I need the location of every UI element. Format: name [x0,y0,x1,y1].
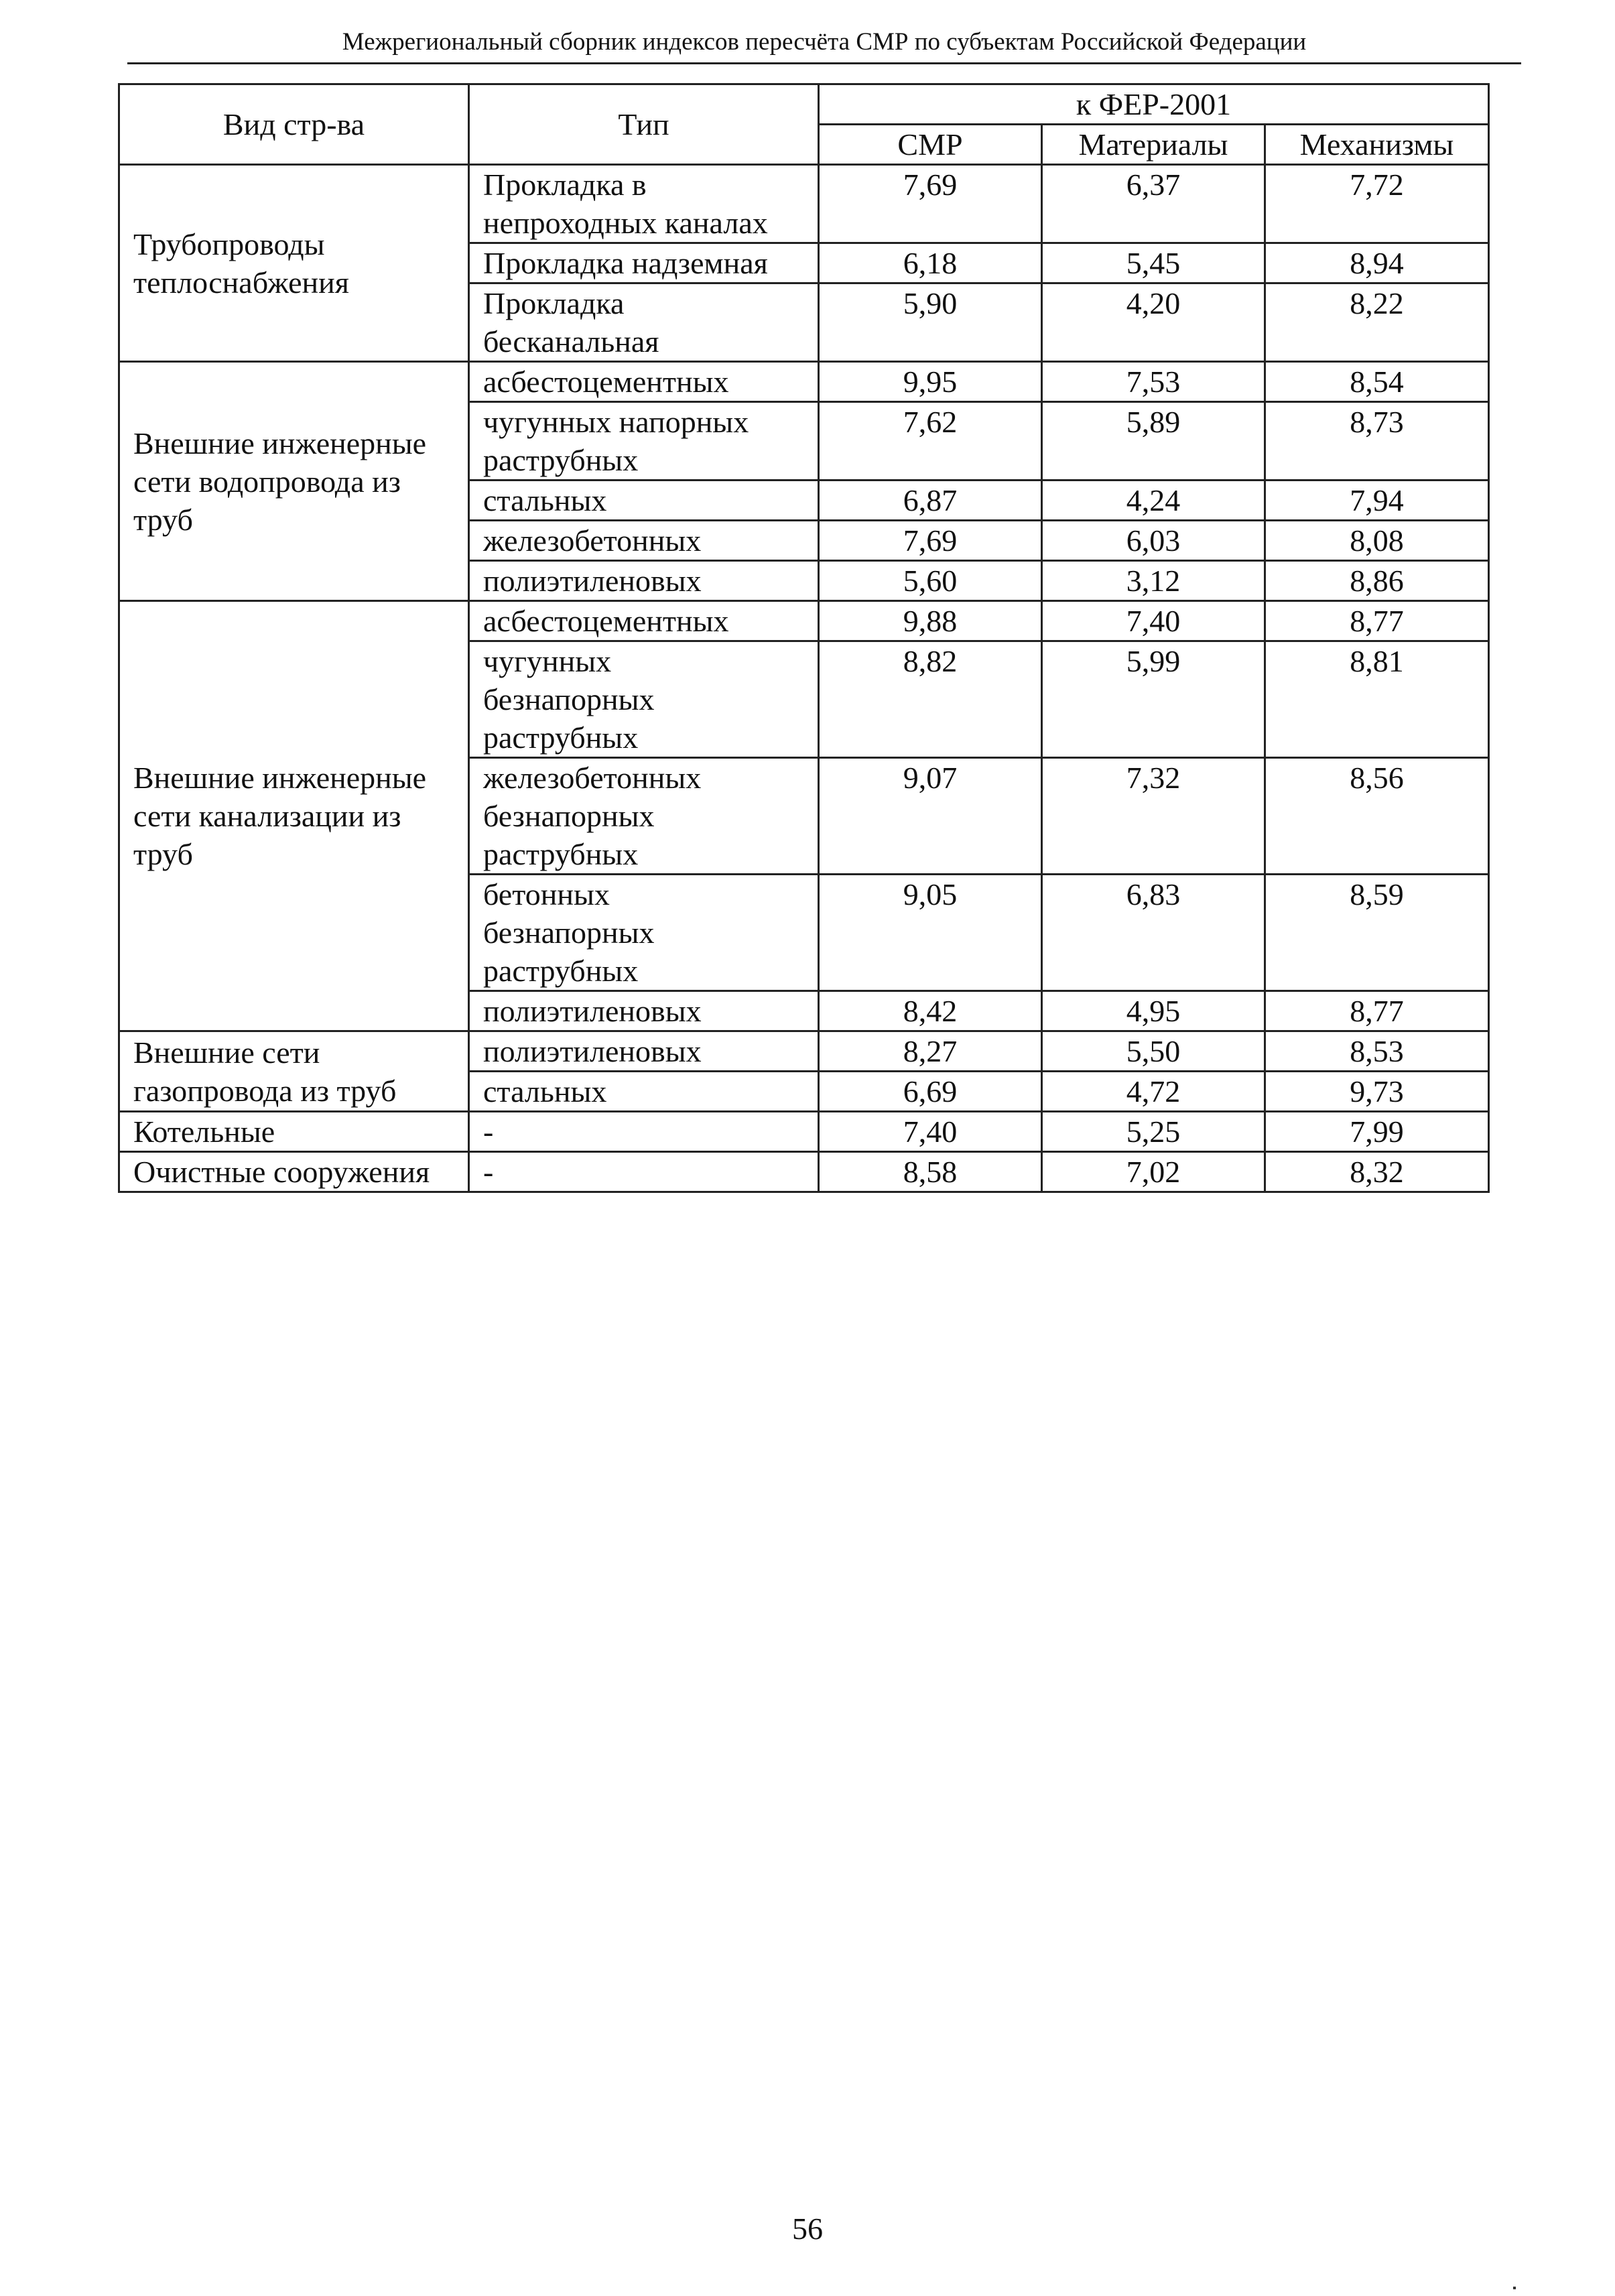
machines-value-cell: 8,54 [1265,362,1489,402]
table-row [119,1031,1489,1072]
construction-kind-cell [119,165,469,362]
type-cell [469,165,819,243]
type-line: стальных [483,1074,607,1108]
type-line: непроходных каналах [483,206,768,240]
page-header: Межрегиональный сборник индексов пересчёта СМР по субъектам Российской Федерации [342,28,1307,56]
materials-value-cell: 5,45 [1042,243,1265,283]
type-cell [469,402,819,481]
type-line: Прокладка в [483,168,647,202]
type-line: раструбных [483,443,639,477]
machines-value-cell: 9,73 [1265,1072,1489,1112]
type-cell [469,283,819,362]
smr-value-cell: 9,07 [819,758,1042,875]
construction-kind-cell [119,1112,469,1152]
construction-kind-line: сети водопровода из [133,464,401,499]
materials-value-cell: 4,20 [1042,283,1265,362]
materials-value-cell: 6,37 [1042,165,1265,243]
type-cell [469,1152,819,1192]
materials-value-cell: 7,53 [1042,362,1265,402]
type-line: асбестоцементных [483,365,729,399]
smr-value-cell: 7,69 [819,521,1042,561]
type-line: раструбных [483,720,639,755]
machines-value-cell: 8,94 [1265,243,1489,283]
materials-value-cell: 6,83 [1042,875,1265,991]
type-line: - [483,1155,494,1189]
smr-value-cell: 6,87 [819,481,1042,521]
type-cell [469,991,819,1031]
col-kind-header: Вид стр-ва [119,84,469,165]
table-row [119,1112,1489,1152]
construction-kind-line: Внешние сети [133,1035,320,1070]
smr-value-cell: 8,58 [819,1152,1042,1192]
materials-value-cell: 5,50 [1042,1031,1265,1072]
type-line: чугунных напорных [483,405,749,439]
smr-value-cell: 9,88 [819,601,1042,641]
type-cell [469,758,819,875]
scan-dot [1513,2287,1516,2289]
construction-kind-line: Очистные сооружения [133,1155,430,1189]
type-line: раструбных [483,837,639,871]
machines-value-cell: 7,99 [1265,1112,1489,1152]
materials-value-cell: 4,95 [1042,991,1265,1031]
materials-value-cell: 6,03 [1042,521,1265,561]
type-line: полиэтиленовых [483,994,702,1028]
machines-value-cell: 8,56 [1265,758,1489,875]
machines-value-cell: 8,86 [1265,561,1489,601]
type-line: бетонных [483,877,610,911]
smr-value-cell: 8,82 [819,641,1042,758]
type-cell [469,875,819,991]
type-line: железобетонных [483,761,702,795]
type-line: полиэтиленовых [483,1034,702,1068]
machines-value-cell: 8,77 [1265,991,1489,1031]
machines-value-cell: 7,94 [1265,481,1489,521]
smr-value-cell: 7,40 [819,1112,1042,1152]
smr-value-cell: 7,69 [819,165,1042,243]
type-cell [469,1031,819,1072]
machines-value-cell: 8,77 [1265,601,1489,641]
materials-value-cell: 5,99 [1042,641,1265,758]
construction-kind-line: труб [133,502,193,537]
col-materials-header: Материалы [1042,125,1265,165]
smr-value-cell: 5,90 [819,283,1042,362]
construction-kind-line: Внешние инженерные [133,426,427,460]
materials-value-cell: 3,12 [1042,561,1265,601]
type-cell [469,561,819,601]
construction-kind-cell [119,362,469,601]
construction-kind-line: Трубопроводы [133,227,325,261]
type-cell [469,601,819,641]
type-line: безнапорных [483,682,655,716]
construction-kind-line: сети канализации из [133,799,401,833]
smr-value-cell: 6,18 [819,243,1042,283]
type-cell [469,1112,819,1152]
table-row [119,601,1489,641]
table-head [119,84,1489,165]
type-cell [469,362,819,402]
machines-value-cell: 8,22 [1265,283,1489,362]
type-line: железобетонных [483,523,702,558]
type-cell [469,1072,819,1112]
smr-value-cell: 8,42 [819,991,1042,1031]
machines-value-cell: 8,81 [1265,641,1489,758]
machines-value-cell: 8,08 [1265,521,1489,561]
construction-kind-cell [119,1031,469,1112]
smr-value-cell: 9,95 [819,362,1042,402]
type-line: безнапорных [483,799,655,833]
machines-value-cell: 8,73 [1265,402,1489,481]
type-line: Прокладка надземная [483,246,768,280]
machines-value-cell: 8,53 [1265,1031,1489,1072]
construction-kind-line: труб [133,837,193,871]
materials-value-cell: 7,02 [1042,1152,1265,1192]
table-row [119,362,1489,402]
table-row [119,1152,1489,1192]
materials-value-cell: 5,25 [1042,1112,1265,1152]
construction-kind-line: Котельные [133,1114,275,1149]
machines-value-cell: 7,72 [1265,165,1489,243]
smr-value-cell: 5,60 [819,561,1042,601]
index-table [118,83,1490,1193]
type-line: асбестоцементных [483,604,729,638]
smr-value-cell: 9,05 [819,875,1042,991]
type-cell [469,481,819,521]
smr-value-cell: 8,27 [819,1031,1042,1072]
type-cell [469,521,819,561]
table-body [119,165,1489,1192]
col-machines-header: Механизмы [1265,125,1489,165]
machines-value-cell: 8,59 [1265,875,1489,991]
table-row [119,165,1489,243]
materials-value-cell: 7,40 [1042,601,1265,641]
construction-kind-line: Внешние инженерные [133,761,427,795]
materials-value-cell: 4,72 [1042,1072,1265,1112]
machines-value-cell: 8,32 [1265,1152,1489,1192]
materials-value-cell: 7,32 [1042,758,1265,875]
construction-kind-line: газопровода из труб [133,1073,397,1108]
fer-group-header: к ФЕР-2001 [819,84,1489,125]
type-line: раструбных [483,954,639,988]
type-line: - [483,1114,494,1149]
materials-value-cell: 4,24 [1042,481,1265,521]
type-line: стальных [483,483,607,517]
materials-value-cell: 5,89 [1042,402,1265,481]
col-smr-header: СМР [819,125,1042,165]
page-number: 56 [792,2212,823,2246]
type-line: бесканальная [483,324,659,359]
type-line: полиэтиленовых [483,564,702,598]
type-line: чугунных [483,644,612,678]
header-rule [127,62,1521,64]
construction-kind-line: теплоснабжения [133,265,349,300]
construction-kind-cell [119,601,469,1031]
smr-value-cell: 6,69 [819,1072,1042,1112]
type-cell [469,243,819,283]
type-line: Прокладка [483,286,625,320]
type-cell [469,641,819,758]
construction-kind-cell [119,1152,469,1192]
type-line: безнапорных [483,915,655,950]
col-type-header: Тип [469,84,819,165]
smr-value-cell: 7,62 [819,402,1042,481]
